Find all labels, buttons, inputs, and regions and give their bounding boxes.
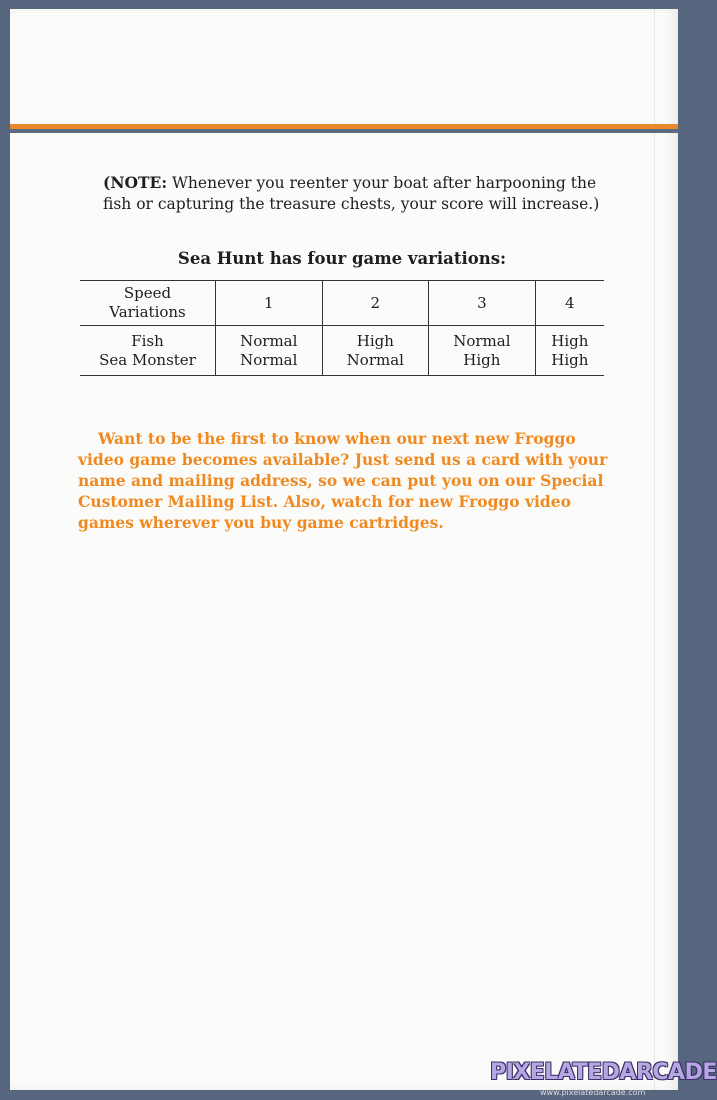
variation-3-cell xyxy=(429,326,536,376)
header-variation-3: 3 xyxy=(429,281,536,326)
watermark-url: www.pixelatedarcade.com xyxy=(540,1088,646,1097)
game-variations-table xyxy=(80,280,604,376)
monster-speed: Normal xyxy=(240,350,298,369)
fish-label: Fish xyxy=(131,331,164,350)
fish-speed: Normal xyxy=(240,331,298,350)
fish-speed: High xyxy=(551,331,589,350)
fish-speed: High xyxy=(356,331,394,350)
header-variation-1: 1 xyxy=(216,281,323,326)
monster-speed: Normal xyxy=(346,350,404,369)
variation-1-cell xyxy=(216,326,323,376)
fish-speed: Normal xyxy=(453,331,511,350)
header-variation-2: 2 xyxy=(322,281,429,326)
sea-monster-label: Sea Monster xyxy=(99,350,196,369)
pixelatedarcade-watermark: PIXELATEDARCADE xyxy=(490,1060,717,1085)
table-row xyxy=(80,326,604,376)
monster-speed: High xyxy=(551,350,589,369)
note-label: (NOTE: xyxy=(103,173,168,192)
header-variation-4: 4 xyxy=(535,281,604,326)
header-speed-variations xyxy=(80,281,216,326)
monster-speed: High xyxy=(463,350,501,369)
variations-title: Sea Hunt has four game variations: xyxy=(177,249,507,268)
mailing-list-promo: Want to be the first to know when our next new Froggo video game becomes available? Just send us a card with your name and mailing address, so we can put you on our Special Customer Mailing List. Also, watch for new Froggo video games wherever you buy game cartridges. xyxy=(78,429,608,532)
header-speed: Speed xyxy=(123,284,172,302)
table-header-row xyxy=(80,281,604,326)
row-labels xyxy=(80,326,216,376)
gray-header-stripe xyxy=(10,129,678,133)
note-text: Whenever you reenter your boat after harpooning the fish or capturing the treasure chests, your score will increase.) xyxy=(103,174,600,213)
score-note xyxy=(103,172,613,215)
variation-4-cell xyxy=(535,326,604,376)
header-variations: Variations xyxy=(109,303,186,321)
variation-2-cell xyxy=(322,326,429,376)
page-fold xyxy=(654,9,655,1090)
